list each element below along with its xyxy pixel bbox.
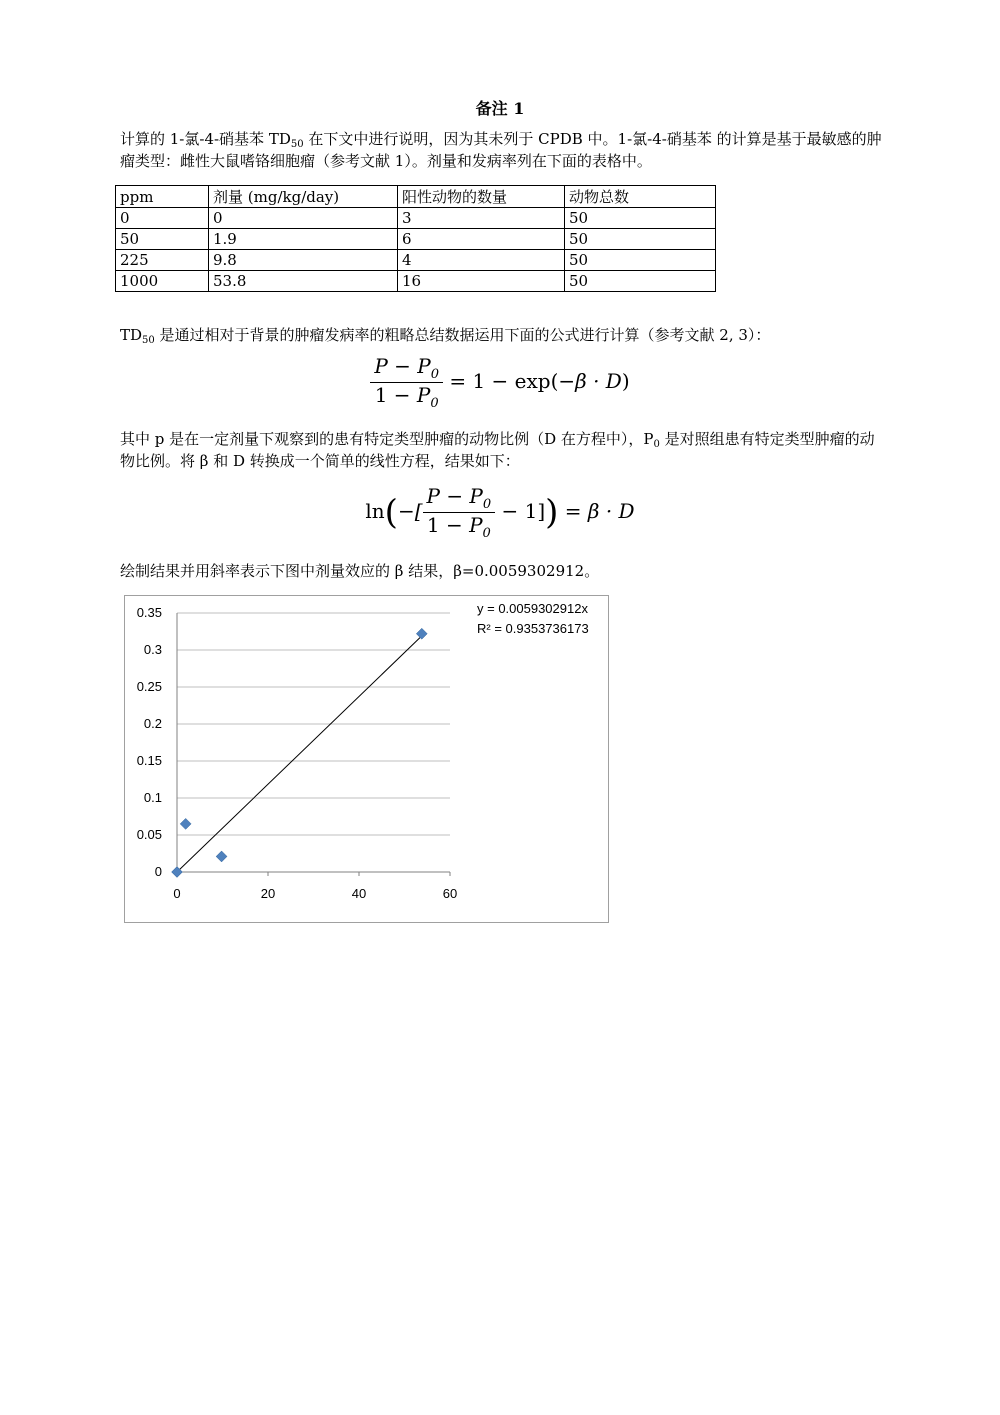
td50-paragraph <box>120 324 885 346</box>
table-cell: 16 <box>398 271 565 292</box>
equation-label: y = 0.0059302912x <box>477 601 588 616</box>
intro-subscript: 50 <box>290 139 304 150</box>
td-text-2: 是通过相对于背景的肿瘤发病率的粗略总结数据运用下面的公式进行计算（参考文献 2, 3）： <box>154 326 771 344</box>
formula-1-fraction: $\frac{P - P_0}{1 - P_0}$ <box>370 354 443 411</box>
table-cell: 1.9 <box>209 229 398 250</box>
table-cell: 0 <box>209 208 398 229</box>
table-cell: 3 <box>398 208 565 229</box>
where-paragraph <box>120 428 885 472</box>
x-tick-label: 40 <box>351 886 367 901</box>
header-total: 动物总数 <box>565 186 716 208</box>
table-cell: 1000 <box>116 271 209 292</box>
intro-paragraph <box>120 128 885 172</box>
where-text-1: 其中 p 是在一定剂量下观察到的患有特定类型肿瘤的动物比例（D 在方程中），P <box>120 430 654 448</box>
y-tick-label: 0 <box>154 864 162 879</box>
header-dose: 剂量 (mg/kg/day) <box>209 186 398 208</box>
result-paragraph: 绘制结果并用斜率表示下图中剂量效应的 β 结果，β=0.0059302912。 <box>120 562 600 580</box>
header-ppm: ppm <box>116 186 209 208</box>
data-point <box>416 628 427 639</box>
data-point <box>216 851 227 862</box>
table-row <box>116 208 716 229</box>
intro-text-1: 计算的 1-氯-4-硝基苯 TD <box>120 130 291 148</box>
where-text-2: 是对照组患有特定类型肿瘤的动物比例。将 β 和 D 转换成一个简单的线性方程，结果如下： <box>120 430 875 470</box>
r2-label: R² = 0.9353736173 <box>477 621 589 636</box>
table-cell: 9.8 <box>209 250 398 271</box>
table-row <box>116 250 716 271</box>
trendline <box>177 636 422 872</box>
data-point <box>180 818 191 829</box>
table-cell: 53.8 <box>209 271 398 292</box>
regression-chart <box>124 595 609 923</box>
table-row <box>116 229 716 250</box>
td-text-1: TD <box>120 326 143 344</box>
y-tick-label: 0.25 <box>136 679 162 694</box>
table-header-row <box>116 186 716 208</box>
intro-text-2: 在下文中进行说明，因为其未列于 CPDB 中。1-氯-4-硝基苯 的计算是基于最敏感的肿瘤类型：雌性大鼠嗜铬细胞瘤（参考文献 1）。剂量和发病率列在下面的表格中。 <box>120 130 882 170</box>
x-tick-label: 20 <box>260 886 276 901</box>
y-tick-label: 0.3 <box>143 642 162 657</box>
header-positive: 阳性动物的数量 <box>398 186 565 208</box>
y-tick-label: 0.2 <box>143 716 162 731</box>
table-cell: 50 <box>565 208 716 229</box>
table-cell: 50 <box>565 229 716 250</box>
x-tick-label: 0 <box>173 886 181 901</box>
table-cell: 4 <box>398 250 565 271</box>
table-cell: 50 <box>565 250 716 271</box>
table-row <box>116 271 716 292</box>
y-tick-label: 0.35 <box>136 605 162 620</box>
y-tick-label: 0.1 <box>143 790 162 805</box>
table-cell: 225 <box>116 250 209 271</box>
table-cell: 0 <box>116 208 209 229</box>
x-tick-label: 60 <box>442 886 458 901</box>
td-subscript: 50 <box>142 335 155 346</box>
formula-1: $\frac{P - P_0}{1 - P_0}$ = 1 − exp(−β · D) <box>0 354 1000 411</box>
y-tick-label: 0.05 <box>136 827 162 842</box>
chart-svg <box>125 596 608 922</box>
formula-2: ln(−[ $\frac{P - P_0}{1 - P_0}$ − 1]) = β · D <box>365 484 635 541</box>
dose-table <box>115 185 716 292</box>
table-cell: 50 <box>116 229 209 250</box>
table-cell: 6 <box>398 229 565 250</box>
note-heading: 备注 1 <box>475 99 525 118</box>
where-subscript: 0 <box>653 439 660 450</box>
table-cell: 50 <box>565 271 716 292</box>
formula-2-fraction: $\frac{P - P_0}{1 - P_0}$ <box>423 484 496 541</box>
y-tick-label: 0.15 <box>136 753 162 768</box>
